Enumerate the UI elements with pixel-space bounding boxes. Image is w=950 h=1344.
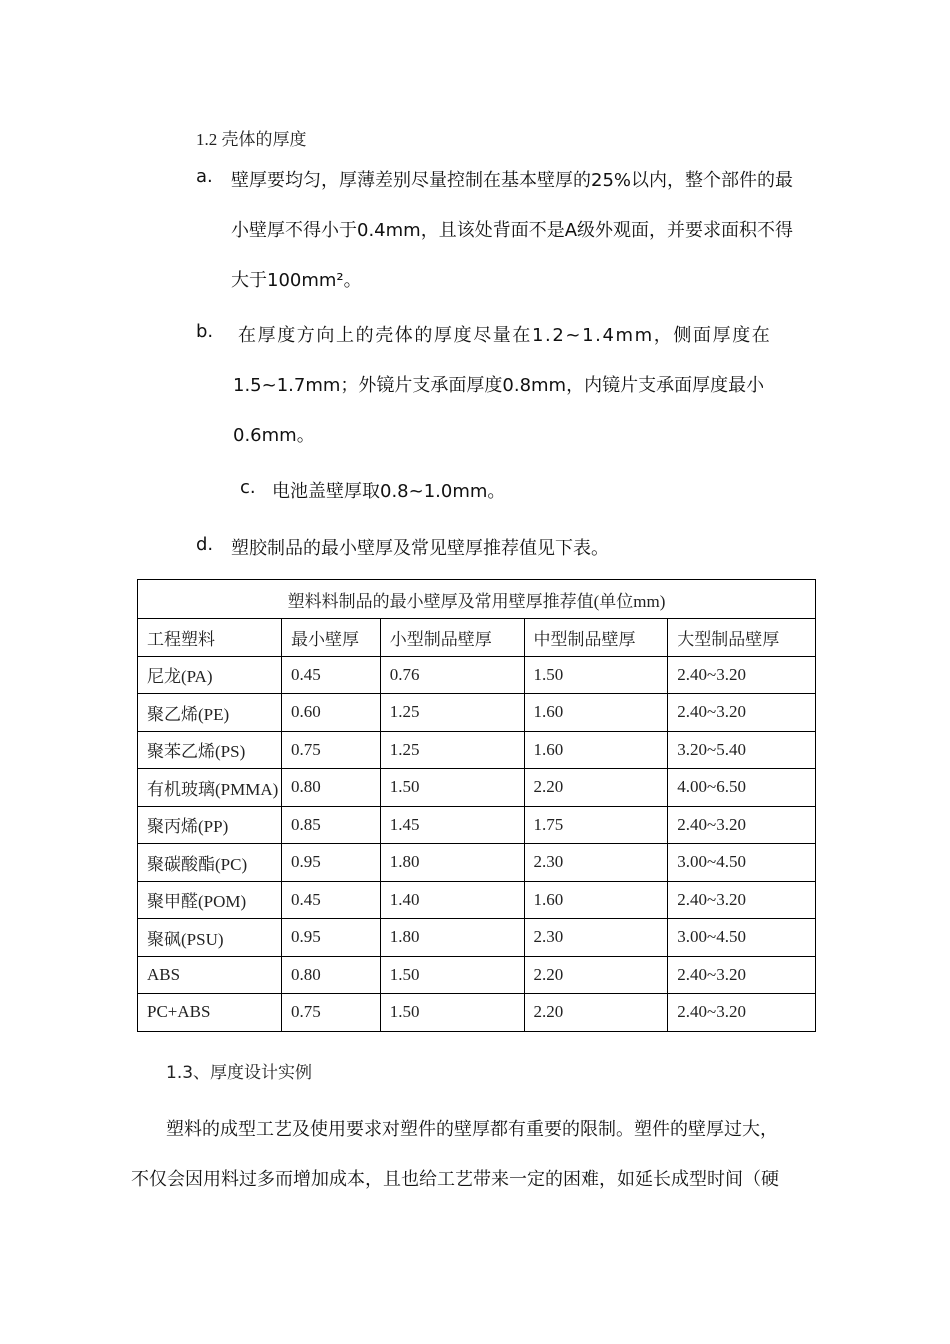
thickness-value-cell: 0.45 — [281, 656, 380, 694]
table-row — [138, 769, 816, 807]
item-a-line-1: 壁厚要均匀，厚薄差别尽量控制在基本壁厚的25%以内，整个部件的最 — [231, 170, 794, 191]
thickness-value-cell: 0.80 — [281, 769, 380, 807]
material-name-cell: 聚丙烯(PP) — [138, 806, 282, 844]
item-c-label: c. — [240, 477, 256, 498]
table-row — [138, 806, 816, 844]
section-heading-1-2: 1.2 壳体的厚度 — [196, 130, 307, 149]
thickness-value-cell: 2.20 — [524, 956, 668, 994]
wall-thickness-table — [137, 579, 816, 1032]
material-name-cell: 有机玻璃(PMMA) — [138, 769, 282, 807]
item-b-line-2: 1.5~1.7mm；外镜片支承面厚度0.8mm，内镜片支承面厚度最小 — [233, 375, 765, 396]
section-heading-1-3: 1.3、厚度设计实例 — [166, 1063, 313, 1083]
thickness-value-cell: 4.00~6.50 — [668, 769, 816, 807]
header-large-part: 大型制品壁厚 — [668, 619, 816, 657]
thickness-value-cell: 0.95 — [281, 919, 380, 957]
thickness-value-cell: 1.80 — [380, 919, 524, 957]
item-b-line-3: 0.6mm。 — [233, 425, 315, 446]
table-caption: 塑料料制品的最小壁厚及常用壁厚推荐值(单位mm) — [138, 580, 816, 619]
thickness-value-cell: 0.85 — [281, 806, 380, 844]
table-row — [138, 656, 816, 694]
material-name-cell: 聚砜(PSU) — [138, 919, 282, 957]
thickness-value-cell: 2.40~3.20 — [668, 881, 816, 919]
table-row — [138, 694, 816, 732]
table-header-row — [138, 619, 816, 657]
thickness-value-cell: 2.40~3.20 — [668, 694, 816, 732]
thickness-value-cell: 3.20~5.40 — [668, 731, 816, 769]
thickness-value-cell: 1.40 — [380, 881, 524, 919]
thickness-value-cell: 3.00~4.50 — [668, 919, 816, 957]
header-small-part: 小型制品壁厚 — [380, 619, 524, 657]
thickness-value-cell: 1.60 — [524, 881, 668, 919]
thickness-value-cell: 0.75 — [281, 731, 380, 769]
thickness-value-cell: 1.50 — [380, 956, 524, 994]
thickness-value-cell: 1.50 — [380, 769, 524, 807]
material-name-cell: 聚甲醛(POM) — [138, 881, 282, 919]
item-d-text: 塑胶制品的最小壁厚及常见壁厚推荐值见下表。 — [231, 538, 609, 559]
thickness-value-cell: 1.50 — [380, 994, 524, 1032]
section-1-3-line-2: 不仅会因用料过多而增加成本，且也给工艺带来一定的困难，如延长成型时间（硬 — [131, 1169, 779, 1190]
table-row — [138, 881, 816, 919]
thickness-value-cell: 2.40~3.20 — [668, 956, 816, 994]
material-name-cell: 聚乙烯(PE) — [138, 694, 282, 732]
thickness-value-cell: 1.50 — [524, 656, 668, 694]
item-c-text: 电池盖壁厚取0.8~1.0mm。 — [272, 481, 506, 502]
thickness-value-cell: 0.60 — [281, 694, 380, 732]
thickness-value-cell: 0.80 — [281, 956, 380, 994]
item-a-label: a. — [196, 166, 213, 187]
material-name-cell: 聚碳酸酯(PC) — [138, 844, 282, 882]
material-name-cell: ABS — [138, 956, 282, 994]
material-name-cell: PC+ABS — [138, 994, 282, 1032]
header-plastic: 工程塑料 — [138, 619, 282, 657]
thickness-value-cell: 1.45 — [380, 806, 524, 844]
thickness-value-cell: 3.00~4.50 — [668, 844, 816, 882]
table-row — [138, 731, 816, 769]
thickness-value-cell: 2.40~3.20 — [668, 806, 816, 844]
thickness-value-cell: 1.60 — [524, 731, 668, 769]
thickness-value-cell: 0.45 — [281, 881, 380, 919]
thickness-value-cell: 1.60 — [524, 694, 668, 732]
table-caption-row — [138, 580, 816, 619]
thickness-value-cell: 0.95 — [281, 844, 380, 882]
thickness-value-cell: 2.40~3.20 — [668, 994, 816, 1032]
thickness-value-cell: 1.25 — [380, 694, 524, 732]
material-name-cell: 尼龙(PA) — [138, 656, 282, 694]
thickness-value-cell: 2.20 — [524, 769, 668, 807]
thickness-value-cell: 1.75 — [524, 806, 668, 844]
material-name-cell: 聚苯乙烯(PS) — [138, 731, 282, 769]
thickness-value-cell: 2.30 — [524, 919, 668, 957]
header-min-thickness: 最小壁厚 — [281, 619, 380, 657]
table-row — [138, 844, 816, 882]
section-1-3-line-1: 塑料的成型工艺及使用要求对塑件的壁厚都有重要的限制。塑件的壁厚过大， — [166, 1119, 778, 1140]
thickness-value-cell: 1.25 — [380, 731, 524, 769]
thickness-value-cell: 2.20 — [524, 994, 668, 1032]
thickness-value-cell: 1.80 — [380, 844, 524, 882]
thickness-value-cell: 0.76 — [380, 656, 524, 694]
item-d-label: d. — [196, 534, 214, 555]
item-a-line-3: 大于100mm²。 — [231, 270, 362, 291]
item-b-line-1: 在厚度方向上的壳体的厚度尽量在1.2~1.4mm，侧面厚度在 — [238, 325, 772, 346]
table-row — [138, 956, 816, 994]
header-medium-part: 中型制品壁厚 — [524, 619, 668, 657]
thickness-value-cell: 2.40~3.20 — [668, 656, 816, 694]
table-row — [138, 994, 816, 1032]
thickness-value-cell: 2.30 — [524, 844, 668, 882]
item-b-label: b. — [196, 321, 214, 342]
table-row — [138, 919, 816, 957]
item-a-line-2: 小壁厚不得小于0.4mm，且该处背面不是A级外观面，并要求面积不得 — [231, 220, 794, 241]
thickness-value-cell: 0.75 — [281, 994, 380, 1032]
